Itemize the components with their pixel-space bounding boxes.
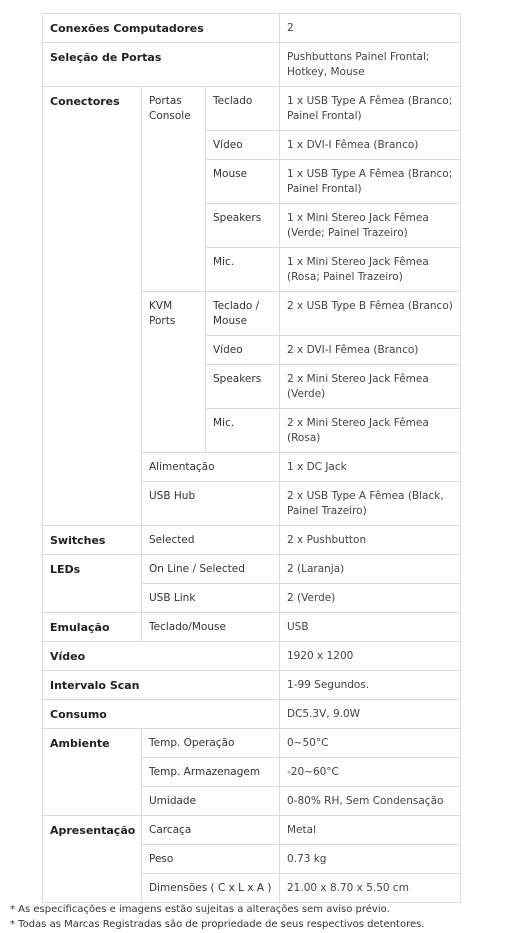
- spec-label: Intervalo Scan: [43, 671, 280, 700]
- spec-value: 1 x Mini Stereo Jack Fêmea (Verde; Painel Trazeiro): [280, 204, 461, 248]
- spec-sub: Temp. Armazenagem: [142, 758, 280, 787]
- spec-sub: Teclado/Mouse: [142, 613, 280, 642]
- table-row: [43, 671, 461, 700]
- spec-value: 1 x USB Type A Fêmea (Branco; Painel Frontal): [280, 87, 461, 131]
- spec-sub: USB Hub: [142, 482, 280, 526]
- spec-value: 2 (Verde): [280, 584, 461, 613]
- spec-sub: Mic.: [206, 248, 280, 292]
- spec-group: Portas Console: [142, 87, 206, 292]
- spec-value: 2 x Pushbutton: [280, 526, 461, 555]
- spec-sub: Teclado: [206, 87, 280, 131]
- spec-label: Emulação: [43, 613, 142, 642]
- spec-sub: On Line / Selected: [142, 555, 280, 584]
- table-row: [43, 613, 461, 642]
- table-row: [43, 555, 461, 584]
- spec-sub: Mouse: [206, 160, 280, 204]
- spec-sub: Teclado / Mouse: [206, 292, 280, 336]
- spec-label: Conexões Computadores: [43, 14, 280, 43]
- spec-sub: Selected: [142, 526, 280, 555]
- spec-label: Ambiente: [43, 729, 142, 816]
- spec-sub: Umidade: [142, 787, 280, 816]
- spec-label: Switches: [43, 526, 142, 555]
- spec-value: 21.00 x 8.70 x 5.50 cm: [280, 874, 461, 903]
- spec-label: Conectores: [43, 87, 142, 526]
- table-row: [43, 816, 461, 845]
- spec-value: USB: [280, 613, 461, 642]
- spec-sub: Vídeo: [206, 336, 280, 365]
- spec-value: 1 x USB Type A Fêmea (Branco; Painel Frontal): [280, 160, 461, 204]
- spec-value: Pushbuttons Painel Frontal; Hotkey, Mouse: [280, 43, 461, 87]
- spec-sub: Temp. Operação: [142, 729, 280, 758]
- footnote: * Todas as Marcas Registradas são de propriedade de seus respectivos detentores.: [10, 919, 425, 930]
- spec-label: Vídeo: [43, 642, 280, 671]
- spec-sub: Dimensões ( C x L x A ): [142, 874, 280, 903]
- spec-sub: USB Link: [142, 584, 280, 613]
- table-row: [43, 14, 461, 43]
- table-row: [43, 43, 461, 87]
- spec-group: KVM Ports: [142, 292, 206, 453]
- table-row: [43, 729, 461, 758]
- spec-value: 0-80% RH, Sem Condensação: [280, 787, 461, 816]
- spec-value: 1 x DVI-I Fêmea (Branco): [280, 131, 461, 160]
- table-row: [43, 526, 461, 555]
- spec-sub: Carcaça: [142, 816, 280, 845]
- spec-value: Metal: [280, 816, 461, 845]
- table-row: [43, 87, 461, 131]
- spec-table: [42, 13, 461, 903]
- spec-value: 1-99 Segundos.: [280, 671, 461, 700]
- spec-sub: Mic.: [206, 409, 280, 453]
- table-row: [43, 642, 461, 671]
- spec-value: DC5.3V, 9.0W: [280, 700, 461, 729]
- spec-value: 2 x Mini Stereo Jack Fêmea (Rosa): [280, 409, 461, 453]
- spec-value: 1920 x 1200: [280, 642, 461, 671]
- spec-value: 2 x DVI-I Fêmea (Branco): [280, 336, 461, 365]
- spec-label: Seleção de Portas: [43, 43, 280, 87]
- spec-value: 2 x USB Type B Fêmea (Branco): [280, 292, 461, 336]
- spec-value: 2 x USB Type A Fêmea (Black, Painel Trazeiro): [280, 482, 461, 526]
- spec-value: 0~50°C: [280, 729, 461, 758]
- footnote: * As especificações e imagens estão sujeitas a alterações sem aviso prévio.: [10, 904, 390, 915]
- spec-sub: Alimentação: [142, 453, 280, 482]
- spec-value: 2: [280, 14, 461, 43]
- footnotes: [10, 902, 425, 932]
- spec-sub: Speakers: [206, 365, 280, 409]
- spec-label: Consumo: [43, 700, 280, 729]
- spec-label: Apresentação: [43, 816, 142, 903]
- spec-sub: Peso: [142, 845, 280, 874]
- spec-label: LEDs: [43, 555, 142, 613]
- spec-value: 0.73 kg: [280, 845, 461, 874]
- spec-value: 1 x Mini Stereo Jack Fêmea (Rosa; Painel Trazeiro): [280, 248, 461, 292]
- spec-sub: Vídeo: [206, 131, 280, 160]
- spec-value: -20~60°C: [280, 758, 461, 787]
- spec-value: 1 x DC Jack: [280, 453, 461, 482]
- table-row: [43, 700, 461, 729]
- spec-value: 2 x Mini Stereo Jack Fêmea (Verde): [280, 365, 461, 409]
- spec-value: 2 (Laranja): [280, 555, 461, 584]
- spec-sub: Speakers: [206, 204, 280, 248]
